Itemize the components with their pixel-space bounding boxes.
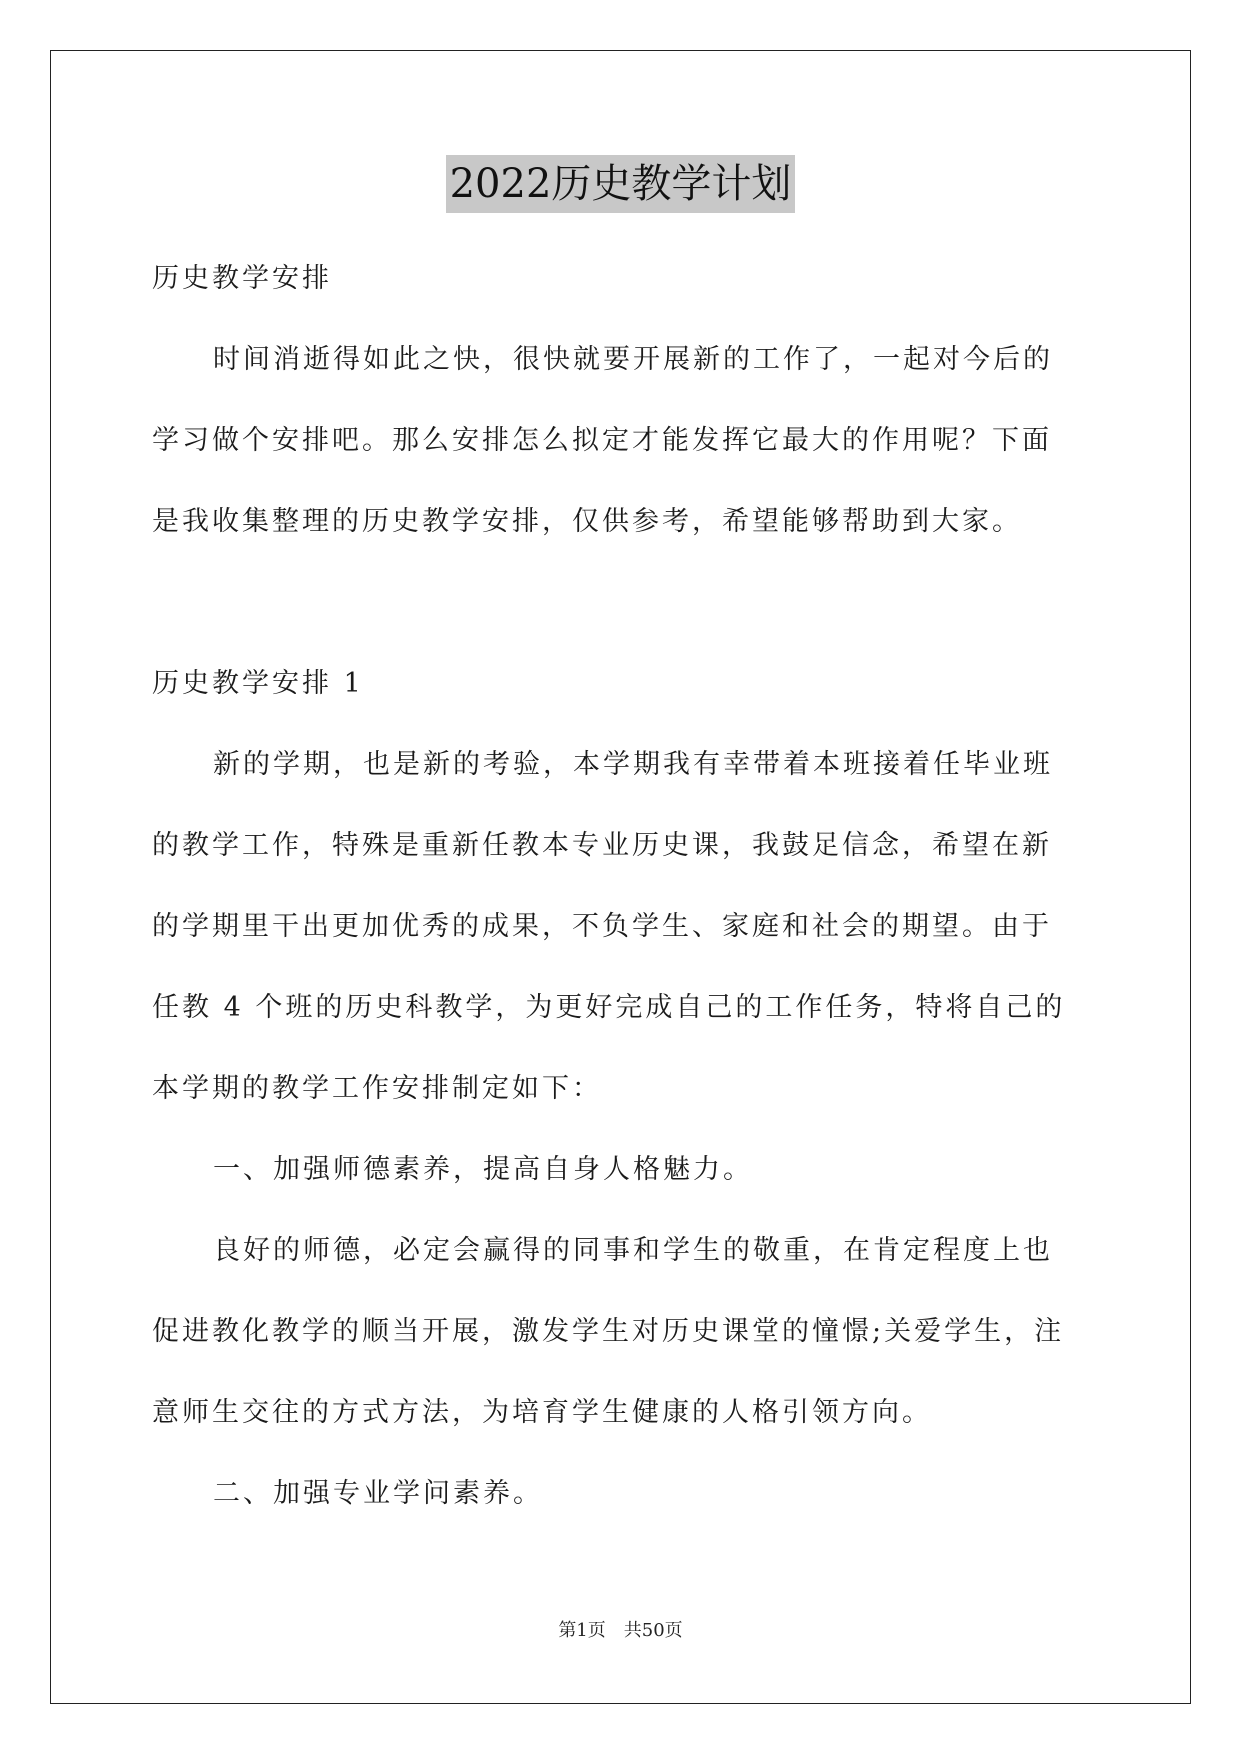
paragraph-line: 意师生交往的方式方法，为培育学生健康的人格引领方向。	[152, 1397, 932, 1428]
section-heading: 历史教学安排	[152, 263, 332, 294]
document-title: 2022历史教学计划	[446, 155, 796, 213]
paragraph-line: 时间消逝得如此之快，很快就要开展新的工作了，一起对今后的	[213, 344, 1053, 375]
title-container	[0, 155, 1241, 213]
paragraph-line: 学习做个安排吧。那么安排怎么拟定才能发挥它最大的作用呢？下面	[152, 425, 1052, 456]
paragraph-line: 新的学期，也是新的考验，本学期我有幸带着本班接着任毕业班	[213, 749, 1053, 780]
paragraph-line: 的学期里干出更加优秀的成果，不负学生、家庭和社会的期望。由于	[152, 911, 1052, 942]
blank-line	[152, 562, 1090, 643]
paragraph-line: 任教 4 个班的历史科教学，为更好完成自己的工作任务，特将自己的	[152, 992, 1066, 1023]
paragraph-line: 的教学工作，特殊是重新任教本专业历史课，我鼓足信念，希望在新	[152, 830, 1052, 861]
subsection-heading: 一、加强师德素养，提高自身人格魅力。	[213, 1154, 753, 1185]
paragraph-line: 本学期的教学工作安排制定如下：	[152, 1073, 602, 1104]
paragraph-line: 良好的师德，必定会赢得的同事和学生的敬重，在肯定程度上也	[213, 1235, 1053, 1266]
page-number-footer: 第1页 共50页	[558, 1620, 683, 1641]
subsection-heading: 二、加强专业学问素养。	[213, 1478, 543, 1509]
section-heading: 历史教学安排 1	[152, 668, 364, 699]
paragraph-line: 促进教化教学的顺当开展，激发学生对历史课堂的憧憬;关爱学生，注	[152, 1316, 1065, 1347]
paragraph-line: 是我收集整理的历史教学安排，仅供参考，希望能够帮助到大家。	[152, 506, 1022, 537]
document-body	[152, 238, 1090, 1534]
